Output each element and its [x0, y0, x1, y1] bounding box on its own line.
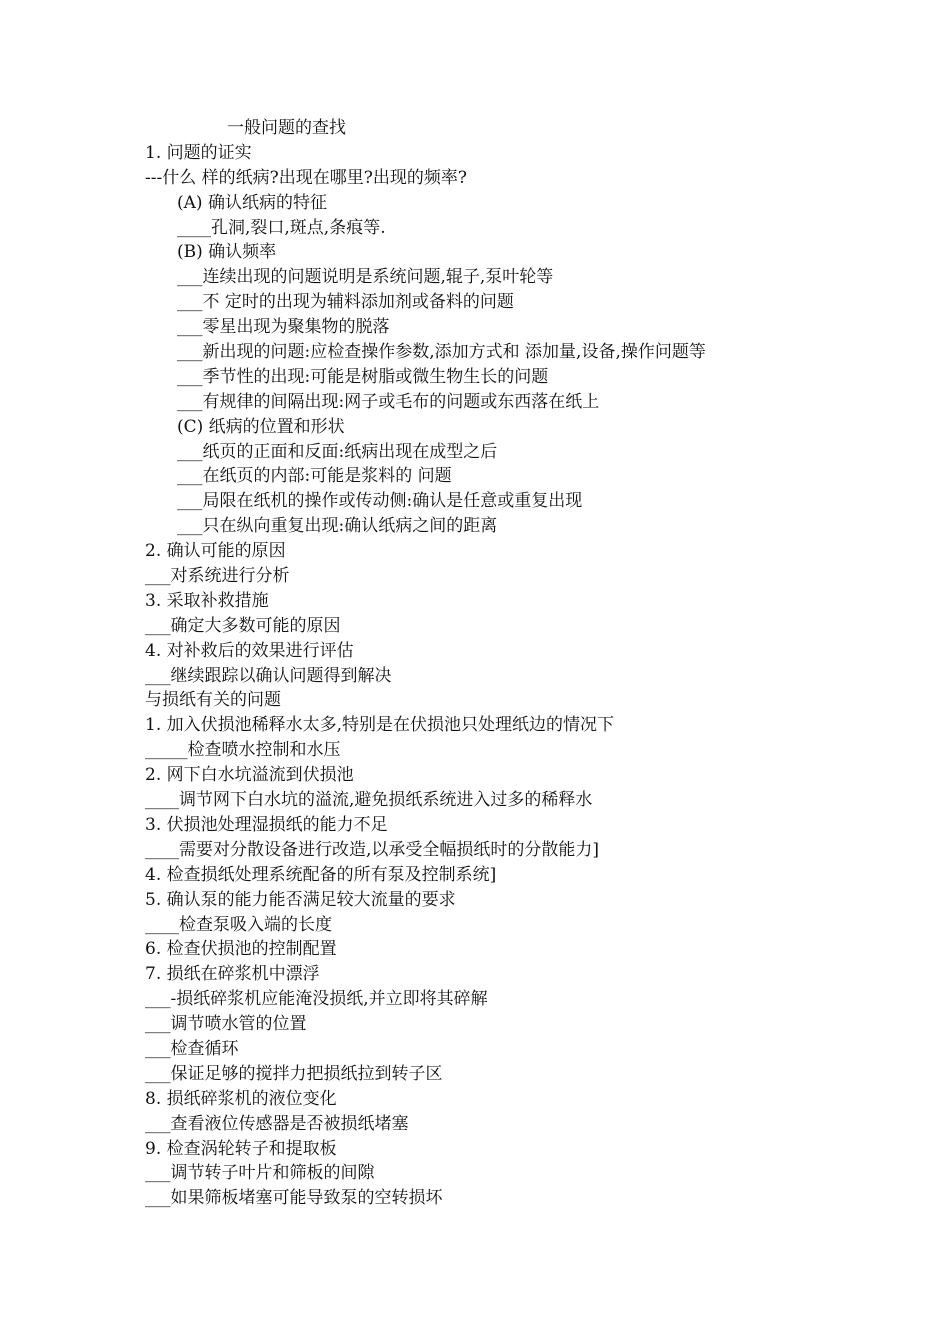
- text-line: ___继续跟踪以确认问题得到解决: [145, 665, 392, 686]
- text-line: ___查看液位传感器是否被损纸堵塞: [145, 1113, 409, 1134]
- text-line: (B) 确认频率: [177, 242, 277, 263]
- text-line: ____需要对分散设备进行改造,以承受全幅损纸时的分散能力]: [145, 839, 600, 860]
- text-line: ___如果筛板堵塞可能导致泵的空转损坏: [145, 1188, 443, 1209]
- text-line: ___对系统进行分析: [145, 566, 290, 587]
- text-line: ___检查循环: [145, 1038, 239, 1059]
- text-line: 7. 损纸在碎浆机中漂浮: [145, 964, 320, 985]
- text-line: _____检查喷水控制和水压: [145, 740, 341, 761]
- text-line: ____检查泵吸入端的长度: [145, 914, 332, 935]
- text-line: ___-损纸碎浆机应能淹没损纸,并立即将其碎解: [145, 989, 488, 1010]
- text-line: ____孔洞,裂口,斑点,条痕等.: [177, 217, 386, 238]
- text-line: ___在纸页的内部:可能是浆料的 问题: [177, 466, 452, 487]
- text-line: ___保证足够的搅拌力把损纸拉到转子区: [145, 1063, 443, 1084]
- document-title: 一般问题的查找: [227, 118, 346, 138]
- text-line: 4. 对补救后的效果进行评估: [145, 640, 354, 661]
- document-body: [145, 116, 845, 1211]
- text-line: ___调节喷水管的位置: [145, 1014, 307, 1035]
- text-line: ___有规律的间隔出现:网子或毛布的问题或东西落在纸上: [177, 391, 600, 412]
- text-line: ___新出现的问题:应检查操作参数,添加方式和 添加量,设备,操作问题等: [177, 342, 706, 363]
- text-line: ---什么 样的纸病?出现在哪里?出现的频率?: [145, 167, 467, 188]
- text-line: 与损纸有关的问题: [145, 690, 281, 711]
- text-line: 9. 检查涡轮转子和提取板: [145, 1138, 337, 1159]
- text-line: ___不 定时的出现为辅料添加剂或备料的问题: [177, 292, 514, 313]
- text-line: 3. 采取补救措施: [145, 590, 269, 611]
- text-line: ___季节性的出现:可能是树脂或微生物生长的问题: [177, 366, 549, 387]
- text-line: 2. 网下白水坑溢流到伏损池: [145, 765, 354, 786]
- text-line: ____调节网下白水坑的溢流,避免损纸系统进入过多的稀释水: [145, 790, 593, 811]
- text-line: 3. 伏损池处理湿损纸的能力不足: [145, 814, 388, 835]
- text-line: 1. 加入伏损池稀释水太多,特别是在伏损池只处理纸边的情况下: [145, 715, 615, 736]
- text-line: 4. 检查损纸处理系统配备的所有泵及控制系统]: [145, 864, 497, 885]
- text-line: 1. 问题的证实: [145, 142, 252, 163]
- text-line: ___连续出现的问题说明是系统问题,辊子,泵叶轮等: [177, 267, 554, 288]
- text-line: ___确定大多数可能的原因: [145, 615, 341, 636]
- text-line: ___纸页的正面和反面:纸病出现在成型之后: [177, 441, 498, 462]
- text-line: ___只在纵向重复出现:确认纸病之间的距离: [177, 516, 498, 537]
- text-line: ___局限在纸机的操作或传动侧:确认是任意或重复出现: [177, 491, 583, 512]
- text-line: ___零星出现为聚集物的脱落: [177, 317, 390, 338]
- text-line: 6. 检查伏损池的控制配置: [145, 939, 337, 960]
- text-line: (A) 确认纸病的特征: [177, 192, 327, 213]
- text-line: 8. 损纸碎浆机的液位变化: [145, 1088, 337, 1109]
- text-line: (C) 纸病的位置和形状: [177, 416, 345, 437]
- text-line: ___调节转子叶片和筛板的间隙: [145, 1163, 375, 1184]
- text-line: 5. 确认泵的能力能否满足较大流量的要求: [145, 889, 456, 910]
- text-line: 2. 确认可能的原因: [145, 541, 286, 562]
